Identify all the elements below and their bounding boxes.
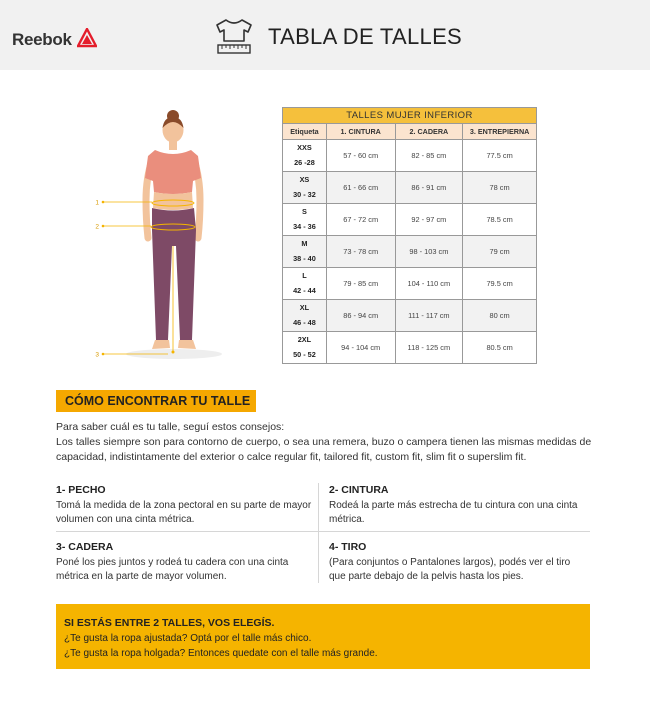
size-table-body — [283, 140, 537, 364]
cell-entrepierna: 80 cm — [463, 300, 537, 332]
cell-entrepierna: 77.5 cm — [463, 140, 537, 172]
tip-tiro — [329, 540, 589, 585]
size-code: M — [283, 236, 326, 251]
size-code: L — [302, 271, 307, 280]
tip-text: Poné los pies juntos y rodeá tu cadera con una cinta métrica en la parte de mayor volumen. — [56, 556, 289, 582]
size-label-cell — [283, 204, 327, 236]
cell-cadera: 98 - 103 cm — [395, 236, 463, 268]
cell-cadera: 118 - 125 cm — [395, 332, 463, 364]
header-bar — [0, 0, 650, 70]
note-line-1: ¿Te gusta la ropa ajustada? Optá por el talle más chico. — [64, 633, 312, 644]
guide-section-title: CÓMO ENCONTRAR TU TALLE — [56, 390, 256, 412]
size-label-cell — [283, 236, 327, 268]
size-number: 50 - 52 — [293, 350, 316, 359]
cell-cintura: 67 - 72 cm — [326, 204, 395, 236]
cell-cintura: 61 - 66 cm — [326, 172, 395, 204]
tip-title: 4- TIRO — [329, 541, 367, 553]
table-row — [283, 300, 537, 332]
tips-vertical-divider — [318, 483, 319, 583]
cell-cadera: 111 - 117 cm — [395, 300, 463, 332]
column-header-cadera: 2. CADERA — [395, 124, 463, 140]
table-row — [283, 172, 537, 204]
page-title: TABLA DE TALLES — [268, 24, 463, 49]
guide-intro — [56, 420, 616, 465]
tips-horizontal-divider — [56, 531, 590, 532]
table-row — [283, 204, 537, 236]
note-line-2: ¿Te gusta la ropa holgada? Entonces quedate con el talle más grande. — [64, 648, 378, 659]
tip-text: Rodeá la parte más estrecha de tu cintura con una cinta métrica. — [329, 499, 578, 525]
table-row — [283, 140, 537, 172]
cell-cintura: 79 - 85 cm — [326, 268, 395, 300]
cell-cadera: 104 - 110 cm — [395, 268, 463, 300]
tip-cadera — [56, 540, 316, 585]
shirt-size-icon — [213, 17, 255, 57]
note-title: SI ESTÁS ENTRE 2 TALLES, VOS ELEGÍS. — [64, 617, 275, 629]
tip-text: Tomá la medida de la zona pectoral en su parte de mayor volumen con una cinta métrica. — [56, 499, 312, 525]
between-sizes-note — [56, 604, 590, 669]
marker-1: 1 — [95, 199, 99, 207]
tip-pecho — [56, 483, 316, 528]
size-label-cell — [283, 172, 327, 204]
size-label-cell — [283, 140, 327, 172]
column-header-cintura: 1. CINTURA — [326, 124, 395, 140]
tip-title: 3- CADERA — [56, 541, 114, 553]
tip-cintura — [329, 483, 589, 528]
table-row — [283, 332, 537, 364]
cell-cintura: 86 - 94 cm — [326, 300, 395, 332]
cell-cadera: 86 - 91 cm — [395, 172, 463, 204]
size-label-cell — [283, 268, 327, 300]
size-number: 30 - 32 — [283, 187, 326, 203]
table-row — [283, 268, 537, 300]
reebok-delta-logo-icon — [77, 28, 97, 48]
size-number: 42 - 44 — [293, 286, 316, 295]
cell-cadera: 82 - 85 cm — [395, 140, 463, 172]
size-code: XXS — [297, 143, 312, 152]
size-number: 46 - 48 — [283, 315, 326, 331]
size-number: 26 -28 — [294, 158, 315, 167]
marker-2: 2 — [95, 223, 99, 231]
marker-3: 3 — [95, 351, 99, 359]
cell-entrepierna: 78 cm — [463, 172, 537, 204]
cell-entrepierna: 79.5 cm — [463, 268, 537, 300]
size-code: 2XL — [297, 335, 312, 344]
cell-cintura: 57 - 60 cm — [326, 140, 395, 172]
size-code: S — [301, 207, 307, 216]
guide-intro-line-1: Para saber cuál es tu talle, seguí estos consejos: — [56, 421, 285, 433]
tip-title: 2- CINTURA — [329, 484, 389, 496]
size-label-cell — [283, 332, 327, 364]
woman-figure-illustration — [92, 108, 252, 366]
column-header-entrepierna: 3. ENTREPIERNA — [463, 124, 537, 140]
size-number: 38 - 40 — [283, 251, 326, 267]
cell-entrepierna: 80.5 cm — [463, 332, 537, 364]
size-table-title: TALLES MUJER INFERIOR — [283, 108, 537, 124]
size-label-cell — [283, 300, 327, 332]
cell-cintura: 94 - 104 cm — [326, 332, 395, 364]
table-row — [283, 236, 537, 268]
tip-title: 1- PECHO — [56, 484, 106, 496]
size-number: 34 - 36 — [293, 222, 316, 231]
size-code: XS — [283, 172, 326, 187]
guide-intro-line-2: Los talles siempre son para contorno de cuerpo, o sea una remera, buzo o campera tienen las mismas medidas de capacidad, indistintamente del exterior o calce regular fit, tailored fit, custom fit, slim fit o superslim fit. — [56, 436, 592, 463]
size-code: XL — [283, 300, 326, 315]
size-table — [282, 107, 537, 364]
brand-logo-text: Reebok — [12, 30, 72, 49]
cell-entrepierna: 78.5 cm — [463, 204, 537, 236]
cell-cintura: 73 - 78 cm — [326, 236, 395, 268]
tip-text: (Para conjuntos o Pantalones largos), podés ver el tiro que parte debajo de la pelvis hasta los pies. — [329, 556, 571, 582]
cell-entrepierna: 79 cm — [463, 236, 537, 268]
column-header-etiqueta: Etiqueta — [283, 124, 327, 140]
cell-cadera: 92 - 97 cm — [395, 204, 463, 236]
